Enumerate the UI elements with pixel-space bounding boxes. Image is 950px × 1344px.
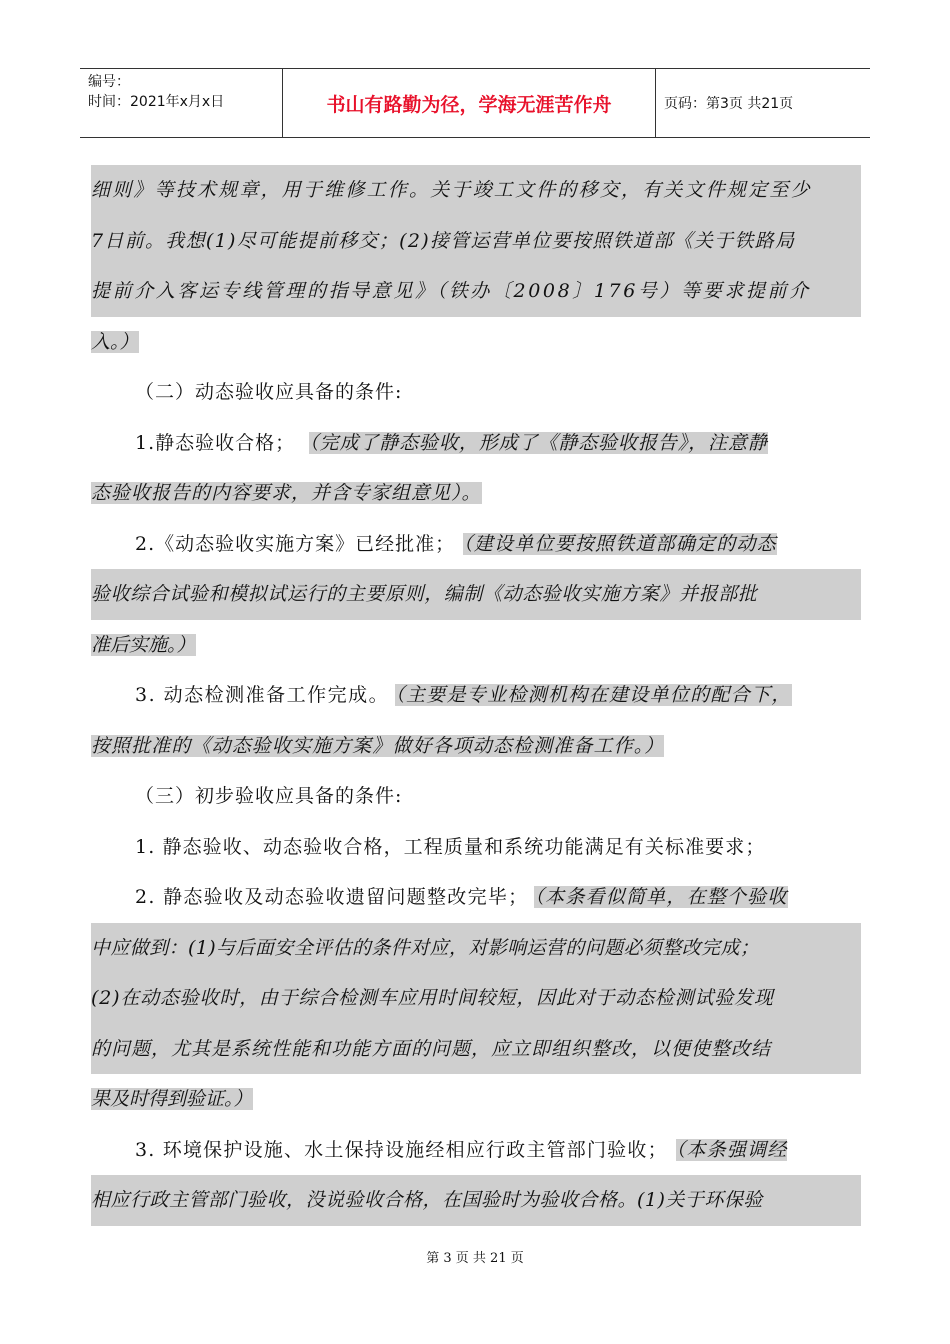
item-text: 3. 环境保护设施、水土保持设施经相应行政主管部门验收； — [135, 1138, 668, 1161]
header-table — [80, 68, 870, 138]
text-line — [91, 418, 861, 469]
motto: 书山有路勤为径，学海无涯苦作舟 — [282, 69, 656, 137]
text-line — [91, 468, 861, 519]
text-line — [91, 519, 861, 570]
highlighted-text: 7日前。我想(1)尽可能提前移交；(2)接管运营单位要按照铁道部《关于铁路局 — [91, 216, 861, 267]
highlighted-text: 按照批准的《动态验收实施方案》做好各项动态检测准备工作。） — [91, 734, 665, 757]
number-label: 编号： — [88, 74, 130, 90]
highlighted-text: 的问题，尤其是系统性能和功能方面的问题，应立即组织整改，以便使整改结 — [91, 1024, 861, 1075]
text-line — [91, 872, 861, 923]
section-heading — [91, 367, 861, 418]
item-text: 1. 静态验收、动态验收合格，工程质量和系统功能满足有关标准要求； — [135, 835, 766, 858]
heading-text: （三）初步验收应具备的条件: — [135, 785, 403, 807]
header-left — [80, 69, 282, 137]
text-line — [91, 1125, 861, 1176]
section-heading — [91, 771, 861, 822]
text-line — [91, 670, 861, 721]
item-text: 2.《动态验收实施方案》已经批准； — [135, 532, 456, 555]
highlighted-text: （主要是专业检测机构在建设单位的配合下， — [395, 684, 792, 706]
item-text: 2. 静态验收及动态验收遗留问题整改完毕； — [135, 886, 529, 908]
text-line — [91, 620, 861, 671]
highlighted-text: （本条看似简单，在整个验收 — [534, 886, 788, 908]
text-line — [91, 822, 861, 873]
item-text: 1.静态验收合格； — [135, 431, 296, 454]
text-line — [91, 317, 861, 368]
page-footer: 第 3 页 共 21 页 — [426, 1251, 524, 1266]
highlighted-text: 态验收报告的内容要求，并含专家组意见）。 — [91, 482, 482, 504]
text-line — [91, 721, 861, 772]
time-label: 时间：2021年x月x日 — [88, 94, 225, 110]
highlighted-text: 细则》等技术规章，用于维修工作。关于竣工文件的移交，有关文件规定至少 — [91, 165, 861, 216]
highlighted-text: 相应行政主管部门验收，没说验收合格，在国验时为验收合格。(1)关于环保验 — [91, 1175, 861, 1226]
highlighted-text: （建设单位要按照铁道部确定的动态 — [463, 532, 777, 555]
text-line — [91, 1074, 861, 1125]
heading-text: （二）动态验收应具备的条件: — [135, 381, 403, 403]
text-line — [91, 973, 861, 1024]
highlighted-text: （本条强调经 — [675, 1138, 788, 1161]
document-body — [91, 165, 861, 1226]
highlighted-text: 果及时得到验证。） — [91, 1088, 253, 1110]
highlighted-text: 准后实施。） — [91, 633, 196, 656]
text-line — [91, 165, 861, 216]
text-line — [91, 569, 861, 620]
page-info: 页码：第3页 共21页 — [664, 96, 794, 112]
text-line — [91, 266, 861, 317]
highlighted-text: (2)在动态验收时，由于综合检测车应用时间较短，因此对于动态检测试验发现 — [91, 973, 861, 1024]
highlighted-text: 提前介入客运专线管理的指导意见》（铁办〔2008〕176号）等要求提前介 — [91, 266, 861, 317]
text-line — [91, 1175, 861, 1226]
highlighted-text: 中应做到：(1)与后面安全评估的条件对应，对影响运营的问题必须整改完成； — [91, 923, 861, 974]
highlighted-text: （完成了静态验收，形成了《静态验收报告》，注意静 — [309, 431, 768, 454]
highlighted-text: 入。） — [91, 330, 139, 353]
text-line — [91, 923, 861, 974]
text-line — [91, 216, 861, 267]
text-line — [91, 1024, 861, 1075]
item-text: 3. 动态检测准备工作完成。 — [135, 684, 390, 706]
highlighted-text: 验收综合试验和模拟试运行的主要原则，编制《动态验收实施方案》并报部批 — [91, 569, 861, 620]
